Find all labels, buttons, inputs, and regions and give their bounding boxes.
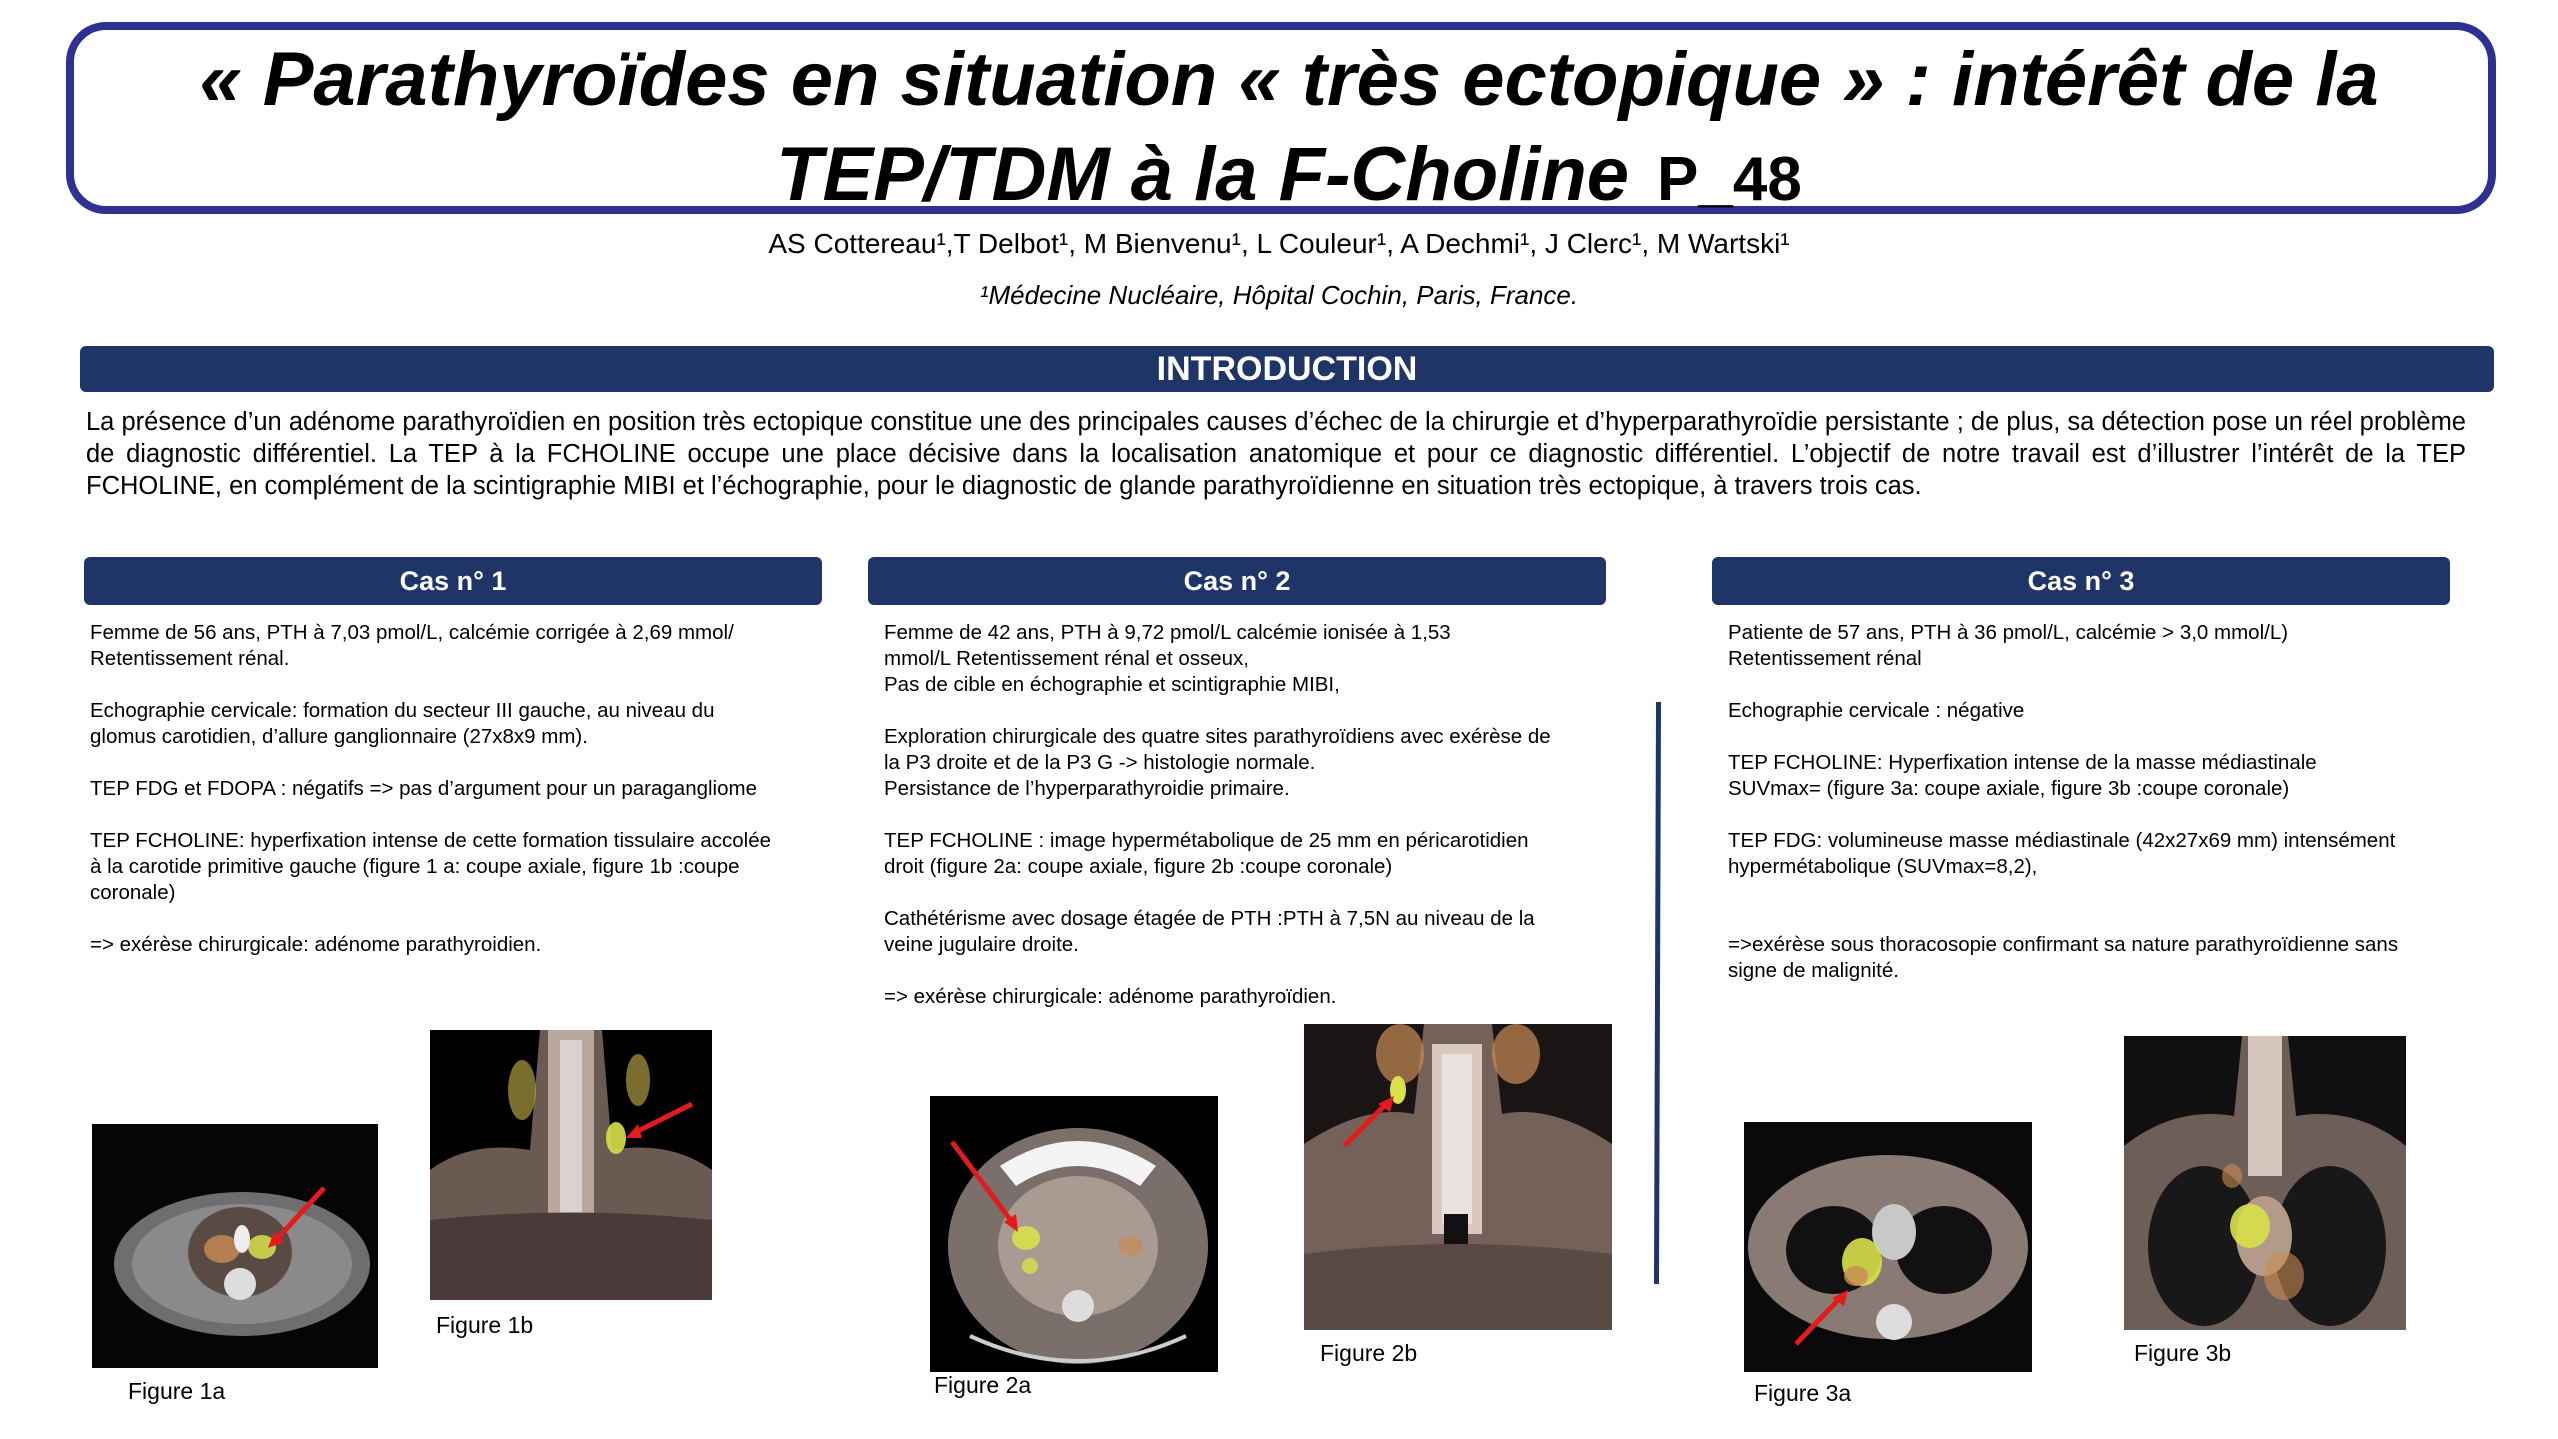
case-3-heading: Cas n° 3 <box>1712 557 2450 605</box>
introduction-heading: INTRODUCTION <box>80 346 2494 392</box>
figure-1b-caption: Figure 1b <box>436 1312 534 1338</box>
poster-title-main: TEP/TDM à la F-Choline <box>776 132 1630 217</box>
poster-title-line-2 <box>74 130 2504 225</box>
figure-1a-caption: Figure 1a <box>128 1378 226 1404</box>
introduction-text: La présence d’un adénome parathyroïdien en position très ectopique constitue une des principales causes d’échec de la chirurgie et d’hyperparathyroïdie persistante ; de plus, sa détection pose un réel problème de diagnostic différentiel. La TEP à la FCHOLINE occupe une place décisive dans la localisation anatomique et pour ce diagnostic différentiel. L’objectif de notre travail est d’illustrer l’intérêt de la TEP FCHOLINE, en complément de la scintigraphie MIBI et l’échographie, pour le diagnostic de glande parathyroïdienne en situation très ectopique, à travers trois cas. <box>86 408 2466 500</box>
figure-2a-caption: Figure 2a <box>934 1372 1032 1398</box>
figure-3a-caption: Figure 3a <box>1754 1380 1852 1406</box>
poster-title-line-1: « Parathyroïdes en situation « très ectopique » : intérêt de la <box>199 37 2379 122</box>
figure-3a-image <box>1744 1122 2032 1372</box>
case-3-text: Patiente de 57 ans, PTH à 36 pmol/L, calcémie > 3,0 mmol/L) Retentissement rénal Echographie cervicale : négative TEP FCHOLINE: Hyperfixation intense de la masse médiastinale SUVmax= (figure 3a: coupe axiale, figure 3b :coupe coronale) TEP FDG: volumineuse masse médiastinale (42x27x69 mm) intensément hypermétabolique (SUVmax=8,2), =>exérèse sous thoracosopie confirmant sa nature parathyroïdienne sans signe de malignité. <box>1728 621 2399 982</box>
figure-1b-image <box>430 1030 712 1300</box>
case-divider <box>1654 702 1661 1284</box>
figure-2a-image <box>930 1096 1218 1372</box>
case-2-text: Femme de 42 ans, PTH à 9,72 pmol/L calcémie ionisée à 1,53 mmol/L Retentissement rénal et osseux, Pas de cible en échographie et scintigraphie MIBI, Exploration chirurgicale des quatre sites parathyroïdiens avec exérèse de la P3 droite et de la P3 G -> histologie normale. Persistance de l’hyperparathyroidie primaire. TEP FCHOLINE : image hypermétabolique de 25 mm en péricarotidien droit (figure 2a: coupe axiale, figure 2b :coupe coronale) Cathétérisme avec dosage étagée de PTH :PTH à 7,5N au niveau de la veine jugulaire droite. => exérèse chirurgicale: adénome parathyroïdien. <box>884 621 1551 1008</box>
figure-3b-image <box>2124 1036 2406 1330</box>
case-1-heading: Cas n° 1 <box>84 557 822 605</box>
figure-2b-caption: Figure 2b <box>1320 1340 1418 1366</box>
authors: AS Cottereau¹,T Delbot¹, M Bienvenu¹, L Couleur¹, A Dechmi¹, J Clerc¹, M Wartski¹ <box>768 228 1790 259</box>
poster-number: P_48 <box>1657 145 1802 214</box>
title-box <box>66 22 2496 217</box>
figure-3b-caption: Figure 3b <box>2134 1340 2232 1366</box>
case-2-heading: Cas n° 2 <box>868 557 1606 605</box>
case-1-text: Femme de 56 ans, PTH à 7,03 pmol/L, calcémie corrigée à 2,69 mmol/ Retentissement rénal. Echographie cervicale: formation du secteur III gauche, au niveau du glomus carotidien, d’allure ganglionnaire (27x8x9 mm). TEP FDG et FDOPA : négatifs => pas d’argument pour un paragangliome TEP FCHOLINE: hyperfixation intense de cette formation tissulaire accolée à la carotide primitive gauche (figure 1 a: coupe axiale, figure 1b :coupe coronale) => exérèse chirurgicale: adénome parathyroidien. <box>90 621 771 956</box>
figure-1a-image <box>92 1124 378 1368</box>
affiliation: ¹Médecine Nucléaire, Hôpital Cochin, Paris, France. <box>979 280 1579 310</box>
figure-2b-image <box>1304 1024 1612 1330</box>
